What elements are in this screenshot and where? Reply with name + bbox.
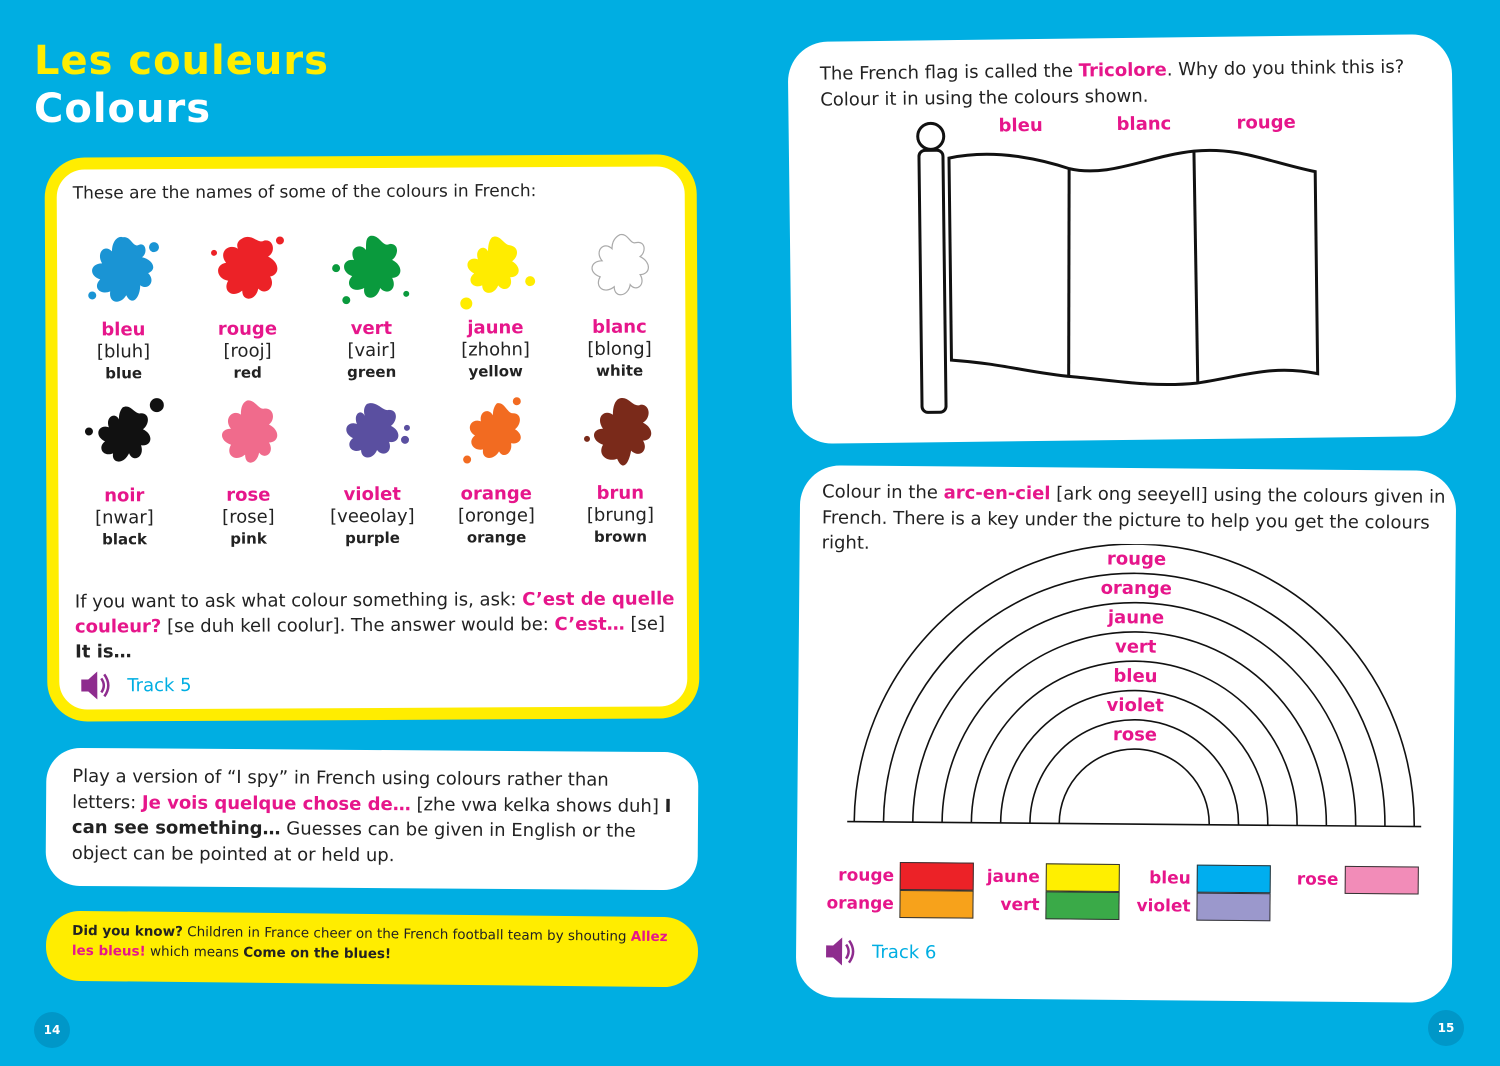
swatch-orange bbox=[434, 389, 559, 556]
colour-name-french: brun bbox=[596, 482, 645, 504]
key-item-rose: rose bbox=[1297, 865, 1419, 894]
flag-question: The French flag is called the Tricolore. Why do you think this is? Colour it in using the colours shown. bbox=[819, 56, 1405, 111]
colours-box bbox=[45, 154, 700, 721]
colour-name-french: orange bbox=[460, 483, 532, 505]
swatch-blanc bbox=[557, 222, 682, 389]
ispy-text: Play a version of “I spy” in French using colours rather than letters: bbox=[72, 765, 609, 813]
colour-pronunciation: [zhohn] bbox=[461, 339, 530, 361]
track-5-audio[interactable] bbox=[77, 667, 191, 704]
colour-name-french: rose bbox=[226, 484, 271, 506]
swatch-bleu bbox=[61, 225, 186, 392]
rainbow-arc[interactable] bbox=[1059, 748, 1210, 824]
paint-splat-icon bbox=[575, 388, 665, 478]
colour-pronunciation: [vair] bbox=[347, 339, 396, 362]
flag-label-rouge: rouge bbox=[1236, 111, 1296, 134]
colour-name-english: orange bbox=[466, 528, 527, 547]
colour-name-french: rouge bbox=[217, 318, 278, 340]
key-column-2 bbox=[986, 863, 1120, 920]
paint-splat-icon bbox=[202, 224, 292, 314]
colour-name-english: purple bbox=[345, 528, 401, 548]
key-column-4 bbox=[1297, 865, 1419, 894]
colour-pronunciation: [brung] bbox=[586, 504, 655, 526]
key-item-vert: vert bbox=[986, 891, 1119, 920]
colour-pronunciation: [nwar] bbox=[95, 507, 154, 529]
colour-pronunciation: [rose] bbox=[222, 506, 275, 528]
paint-splat-icon bbox=[451, 389, 541, 479]
flag-label-bleu: bleu bbox=[998, 114, 1043, 137]
colour-name-english: brown bbox=[593, 527, 648, 546]
did-you-know-box bbox=[46, 911, 699, 988]
speaker-icon bbox=[77, 667, 113, 703]
ispy-text-end: Guesses can be given in English or the object can be pointed at or held up. bbox=[71, 818, 636, 866]
key-item-orange: orange bbox=[826, 889, 974, 918]
colour-name-french: blanc bbox=[592, 316, 647, 338]
key-column-3 bbox=[1136, 864, 1271, 921]
colour-name-english: pink bbox=[230, 529, 267, 548]
swatch-jaune bbox=[433, 223, 558, 390]
rainbow-band-label: vert bbox=[1114, 636, 1157, 658]
rainbow-band-label: rose bbox=[1112, 724, 1158, 746]
rainbow-band-label: rouge bbox=[1106, 548, 1167, 570]
key-item-violet: violet bbox=[1136, 892, 1270, 921]
key-item-bleu: bleu bbox=[1137, 864, 1271, 893]
colour-pronunciation: [oronge] bbox=[457, 505, 535, 527]
colour-pronunciation: [bluh] bbox=[96, 341, 151, 363]
colour-name-english: yellow bbox=[468, 362, 523, 381]
colour-pronunciation: [rooj] bbox=[223, 340, 272, 362]
paint-splat-icon bbox=[574, 222, 664, 312]
colour-name-french: jaune bbox=[467, 317, 524, 339]
colour-name-english: blue bbox=[105, 364, 143, 383]
key-column-1 bbox=[826, 861, 974, 918]
key-item-rouge: rouge bbox=[827, 861, 975, 890]
did-you-know-lead: Did you know? bbox=[72, 922, 184, 941]
swatch-rose bbox=[186, 390, 311, 557]
flag-label-blanc: blanc bbox=[1116, 113, 1172, 136]
colours-intro: These are the names of some of the colours in French: bbox=[72, 181, 537, 204]
colour-name-english: green bbox=[347, 362, 397, 382]
speaker-icon bbox=[822, 933, 858, 969]
did-you-know-text: Children in France cheer on the French football team by shouting bbox=[182, 924, 631, 945]
colour-name-french: violet bbox=[343, 483, 401, 506]
paint-splat-icon bbox=[326, 224, 416, 314]
swatch-rouge bbox=[185, 224, 310, 391]
colour-name-english: red bbox=[233, 363, 262, 382]
page-number-right: 15 bbox=[1428, 1010, 1464, 1046]
ispy-phrase-french: Je vois quelque chose de… bbox=[141, 791, 411, 815]
key-item-jaune: jaune bbox=[987, 863, 1120, 892]
page-number-left: 14 bbox=[34, 1012, 70, 1048]
swatch-row-1 bbox=[61, 222, 682, 391]
rainbow-band-label: bleu bbox=[1113, 665, 1158, 688]
colour-name-french: bleu bbox=[101, 319, 146, 341]
paint-splat-icon bbox=[79, 391, 169, 481]
track-label: Track 6 bbox=[871, 941, 937, 963]
page-title-french: Les couleurs bbox=[34, 38, 329, 84]
did-you-know-text-2: which means bbox=[145, 943, 244, 961]
paint-splat-icon bbox=[327, 390, 417, 480]
paint-splat-icon bbox=[450, 223, 540, 313]
colour-name-french: vert bbox=[350, 317, 393, 340]
ispy-pronunciation: [zhe vwa kelka shows duh] bbox=[410, 793, 665, 817]
swatch-row-2 bbox=[62, 388, 683, 557]
did-you-know-chant: Allez les bleus! bbox=[71, 928, 668, 960]
i-spy-box bbox=[46, 748, 699, 891]
colour-name-french: noir bbox=[104, 485, 145, 507]
paint-splat-icon bbox=[78, 225, 168, 315]
colour-name-english: black bbox=[102, 530, 148, 549]
rainbow-instructions: Colour in the arc-en-ciel [ark ong seeyell] using the colours given in French. There is a key under the picture to help you get the colours right. bbox=[821, 481, 1446, 554]
rainbow-band-label: violet bbox=[1106, 694, 1164, 717]
swatch-noir bbox=[62, 391, 187, 558]
colour-swatch-grid bbox=[61, 222, 683, 557]
flag-box bbox=[788, 34, 1457, 444]
colour-pronunciation: [veeolay] bbox=[330, 505, 415, 528]
rainbow-band-label: jaune bbox=[1107, 607, 1165, 629]
swatch-violet bbox=[310, 390, 435, 557]
track-label: Track 5 bbox=[127, 674, 192, 696]
track-6-audio[interactable] bbox=[822, 933, 937, 970]
did-you-know-meaning: Come on the blues! bbox=[243, 944, 392, 963]
colour-pronunciation: [blong] bbox=[587, 338, 652, 360]
swatch-brun bbox=[558, 388, 683, 555]
rainbow-band-label: orange bbox=[1100, 577, 1173, 600]
page-title-english: Colours bbox=[34, 86, 212, 132]
ispy-phrase-english: I can see something… bbox=[71, 795, 672, 840]
rainbow-outline[interactable] bbox=[839, 542, 1432, 837]
flag-outline[interactable] bbox=[909, 113, 1333, 418]
paint-splat-icon bbox=[203, 390, 293, 480]
rainbow-box bbox=[796, 465, 1457, 1003]
swatch-vert bbox=[309, 224, 434, 391]
colour-name-english: white bbox=[596, 361, 644, 380]
ask-colour-text: If you want to ask what colour something is, ask: C’est de quelle couleur? [se duh kell coolur]. The answer would be: C’est… [se] It is… bbox=[74, 588, 675, 663]
